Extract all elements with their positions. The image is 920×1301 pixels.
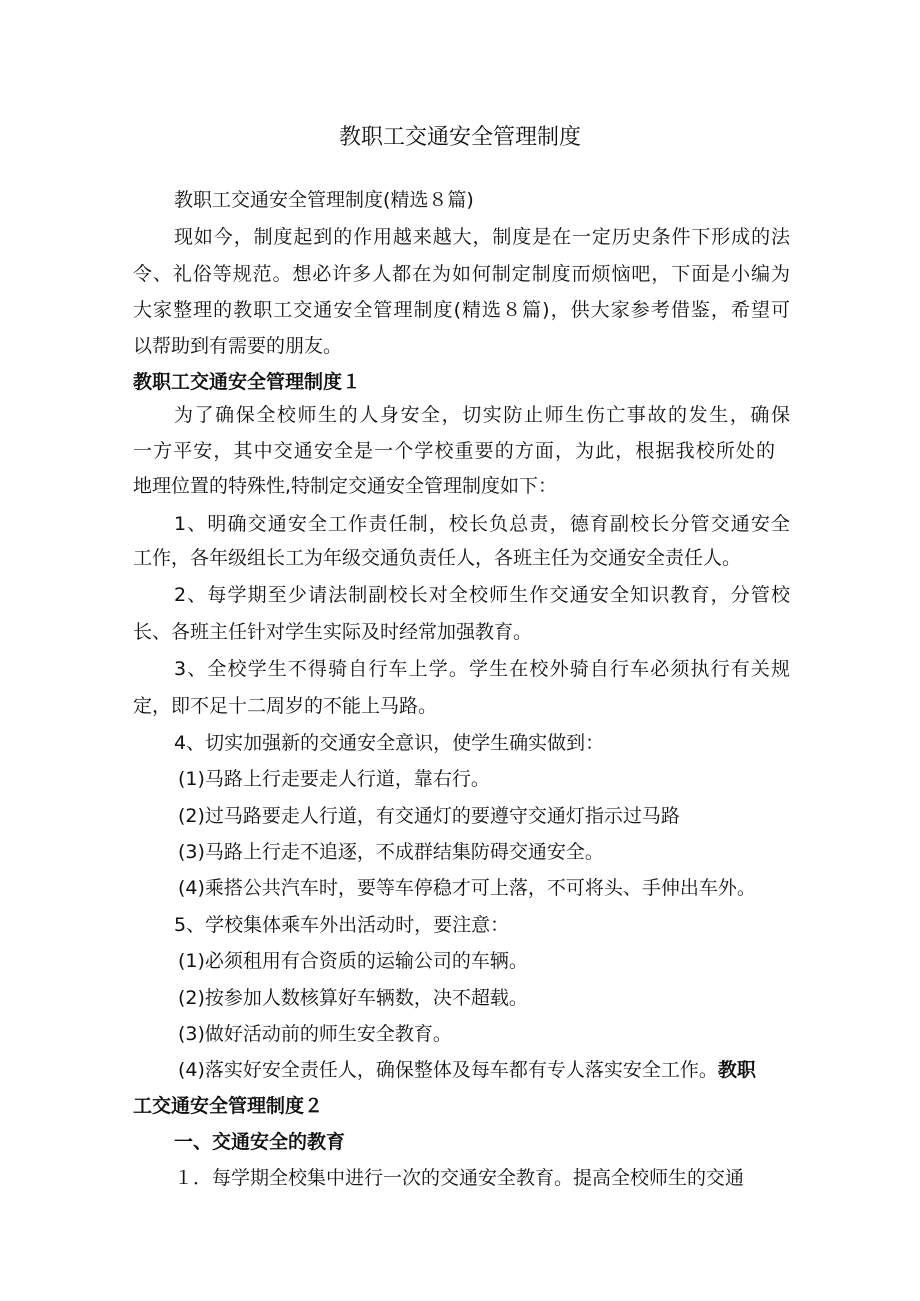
item-5: 5、学校集体乘车外出活动时，要注意： — [174, 914, 510, 936]
intro-line-1: 现如今，制度起到的作用越来越大，制度是在一定历史条件下形成的法 — [174, 226, 790, 248]
item-3-line-1: 3、全校学生不得骑自行车上学。学生在校外骑自行车必须执行有关规 — [174, 658, 790, 680]
item-5-sub-1: (1)必须租用有合资质的运输公司的车辆。 — [178, 950, 528, 972]
section-1-line-1: 为了确保全校师生的人身安全，切实防止师生伤亡事故的发生，确保 — [174, 404, 790, 426]
section-1-line-2: 一方平安，其中交通安全是一个学校重要的方面，为此，根据我校所处的 — [133, 440, 775, 462]
item-2-line-2: 长、各班主任针对学生实际及时经常加强教育。 — [133, 621, 533, 643]
item-5-sub-2: (2)按参加人数核算好车辆数，决不超载。 — [178, 987, 528, 1009]
item-1-line-2: 工作，各年级组长工为年级交通负责任人，各班主任为交通安全责任人。 — [133, 547, 742, 569]
section-2-heading: 工交通安全管理制度２ — [133, 1095, 324, 1117]
section-1-line-3: 地理位置的特殊性,特制定交通安全管理制度如下： — [133, 475, 558, 497]
document-subtitle: 教职工交通安全管理制度(精选８篇) — [174, 189, 474, 211]
item-5-sub-4: (4)落实好安全责任人，确保整体及每车都有专人落实安全工作。 — [178, 1059, 718, 1081]
section-2-sub-heading: 一、交通安全的教育 — [174, 1131, 346, 1153]
item-1-line-1: 1、明确交通安全工作责任制，校长负总责，德育副校长分管交通安全 — [174, 513, 790, 535]
item-5-sub-3: (3)做好活动前的师生安全教育。 — [178, 1023, 452, 1045]
item-2-line-1: 2、每学期至少请法制副校长对全校师生作交通安全知识教育，分管校 — [174, 584, 790, 606]
item-4: 4、切实加强新的交通安全意识，使学生确实做到： — [174, 732, 605, 754]
item-3-line-2: 定，即不足十二周岁的不能上马路。 — [133, 695, 438, 717]
item-4-sub-1: (1)马路上行走要走人行道，靠右行。 — [178, 768, 490, 790]
intro-line-4: 以帮助到有需要的朋友。 — [133, 335, 343, 357]
section-1-heading: 教职工交通安全管理制度１ — [133, 371, 362, 393]
item-5-sub-4-line — [178, 1055, 756, 1085]
document-title: 教职工交通安全管理制度 — [338, 125, 581, 150]
intro-line-2: 令、礼俗等规范。想必许多人都在为如何制定制度而烦恼吧，下面是小编为 — [133, 263, 790, 285]
intro-line-3: 大家整理的教职工交通安全管理制度(精选８篇)，供大家参考借鉴，希望可 — [133, 299, 790, 321]
item-4-sub-3: (3)马路上行走不追逐，不成群结集防碍交通安全。 — [178, 841, 604, 863]
item-4-sub-2: (2)过马路要走人行道，有交通灯的要遵守交通灯指示过马路 — [178, 805, 680, 827]
section-2-item-1: １．每学期全校集中进行一次的交通安全教育。提高全校师生的交通 — [174, 1167, 745, 1189]
item-4-sub-4: (4)乘搭公共汽车时，要等车停稳才可上落，不可将头、手伸出车外。 — [178, 877, 756, 899]
section-2-heading-start: 教职 — [717, 1059, 756, 1081]
